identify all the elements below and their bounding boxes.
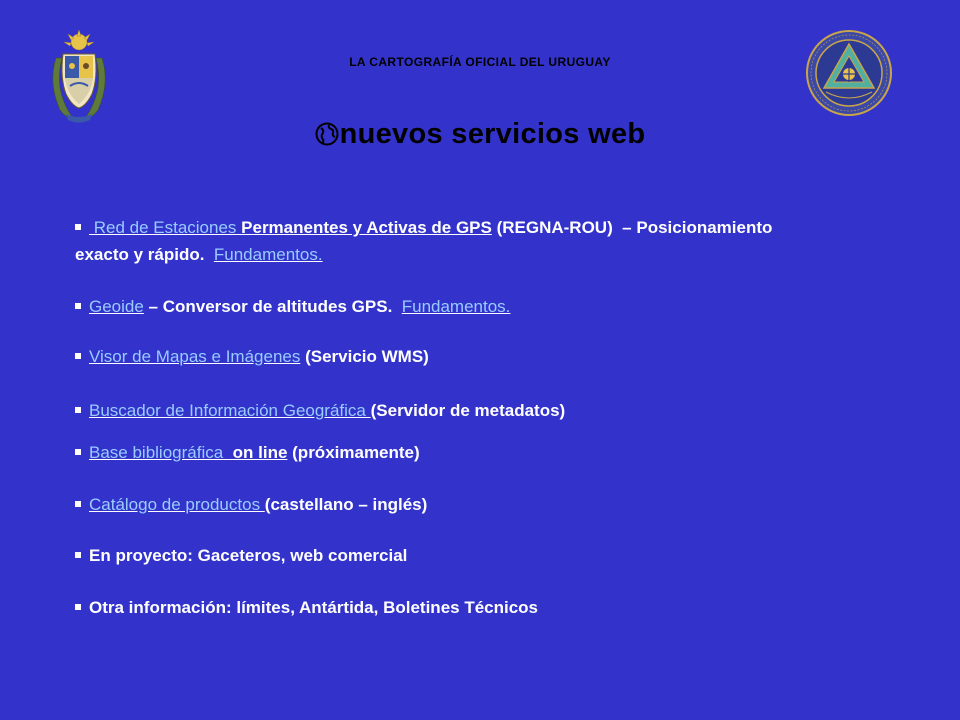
uruguay-coat-of-arms-icon bbox=[46, 28, 112, 126]
base-bibliografica-link[interactable]: Base bibliográfica bbox=[89, 443, 228, 462]
permanentes-gps-link[interactable]: Permanentes y Activas de GPS bbox=[236, 218, 492, 237]
bullet-icon bbox=[75, 604, 81, 610]
regna-text-line2: exacto y rápido. bbox=[75, 245, 214, 264]
proyecto-text: En proyecto: Gaceteros, web comercial bbox=[89, 546, 408, 565]
header-title: LA CARTOGRAFÍA OFICIAL DEL URUGUAY bbox=[349, 55, 611, 69]
page-title bbox=[0, 118, 960, 151]
visor-mapas-link[interactable]: Visor de Mapas e Imágenes bbox=[89, 347, 301, 366]
buscador-link[interactable]: Buscador de Información Geográfica bbox=[89, 401, 371, 420]
otra-informacion-text: Otra información: límites, Antártida, Boletines Técnicos bbox=[89, 598, 539, 617]
list-item-proyecto bbox=[75, 542, 955, 569]
list-item-regna bbox=[75, 214, 955, 268]
bullet-icon bbox=[75, 353, 81, 359]
list-item-visor bbox=[75, 343, 955, 370]
bullet-icon bbox=[75, 449, 81, 455]
geoide-link[interactable]: Geoide bbox=[89, 297, 144, 316]
catalogo-link[interactable]: Catálogo de productos bbox=[89, 495, 265, 514]
bullet-icon bbox=[75, 552, 81, 558]
online-link[interactable]: on line bbox=[227, 443, 288, 462]
geoide-text: – Conversor de altitudes GPS. bbox=[143, 297, 402, 316]
list-item-geoide bbox=[75, 293, 955, 320]
globe-icon bbox=[315, 122, 339, 146]
fundamentos-regna-link[interactable]: Fundamentos. bbox=[213, 245, 323, 264]
list-item-base-bibliografica bbox=[75, 439, 955, 466]
bullet-icon bbox=[75, 501, 81, 507]
fundamentos-geoide-link[interactable]: Fundamentos. bbox=[401, 297, 511, 316]
bullet-icon bbox=[75, 224, 81, 230]
regna-text: (REGNA-ROU) – Posicionamiento bbox=[491, 218, 773, 237]
list-item-buscador bbox=[75, 397, 955, 424]
catalogo-text: (castellano – inglés) bbox=[264, 495, 428, 514]
list-item-otra-informacion bbox=[75, 594, 955, 621]
page-title-text: nuevos servicios web bbox=[339, 118, 646, 150]
bullet-icon bbox=[75, 407, 81, 413]
base-text: (próximamente) bbox=[287, 443, 420, 462]
red-estaciones-link[interactable]: Red de Estaciones bbox=[89, 218, 237, 237]
geographic-service-seal-icon bbox=[806, 30, 892, 116]
list-item-catalogo bbox=[75, 491, 955, 518]
buscador-text: (Servidor de metadatos) bbox=[370, 401, 566, 420]
visor-text: (Servicio WMS) bbox=[300, 347, 429, 366]
bullet-icon bbox=[75, 303, 81, 309]
